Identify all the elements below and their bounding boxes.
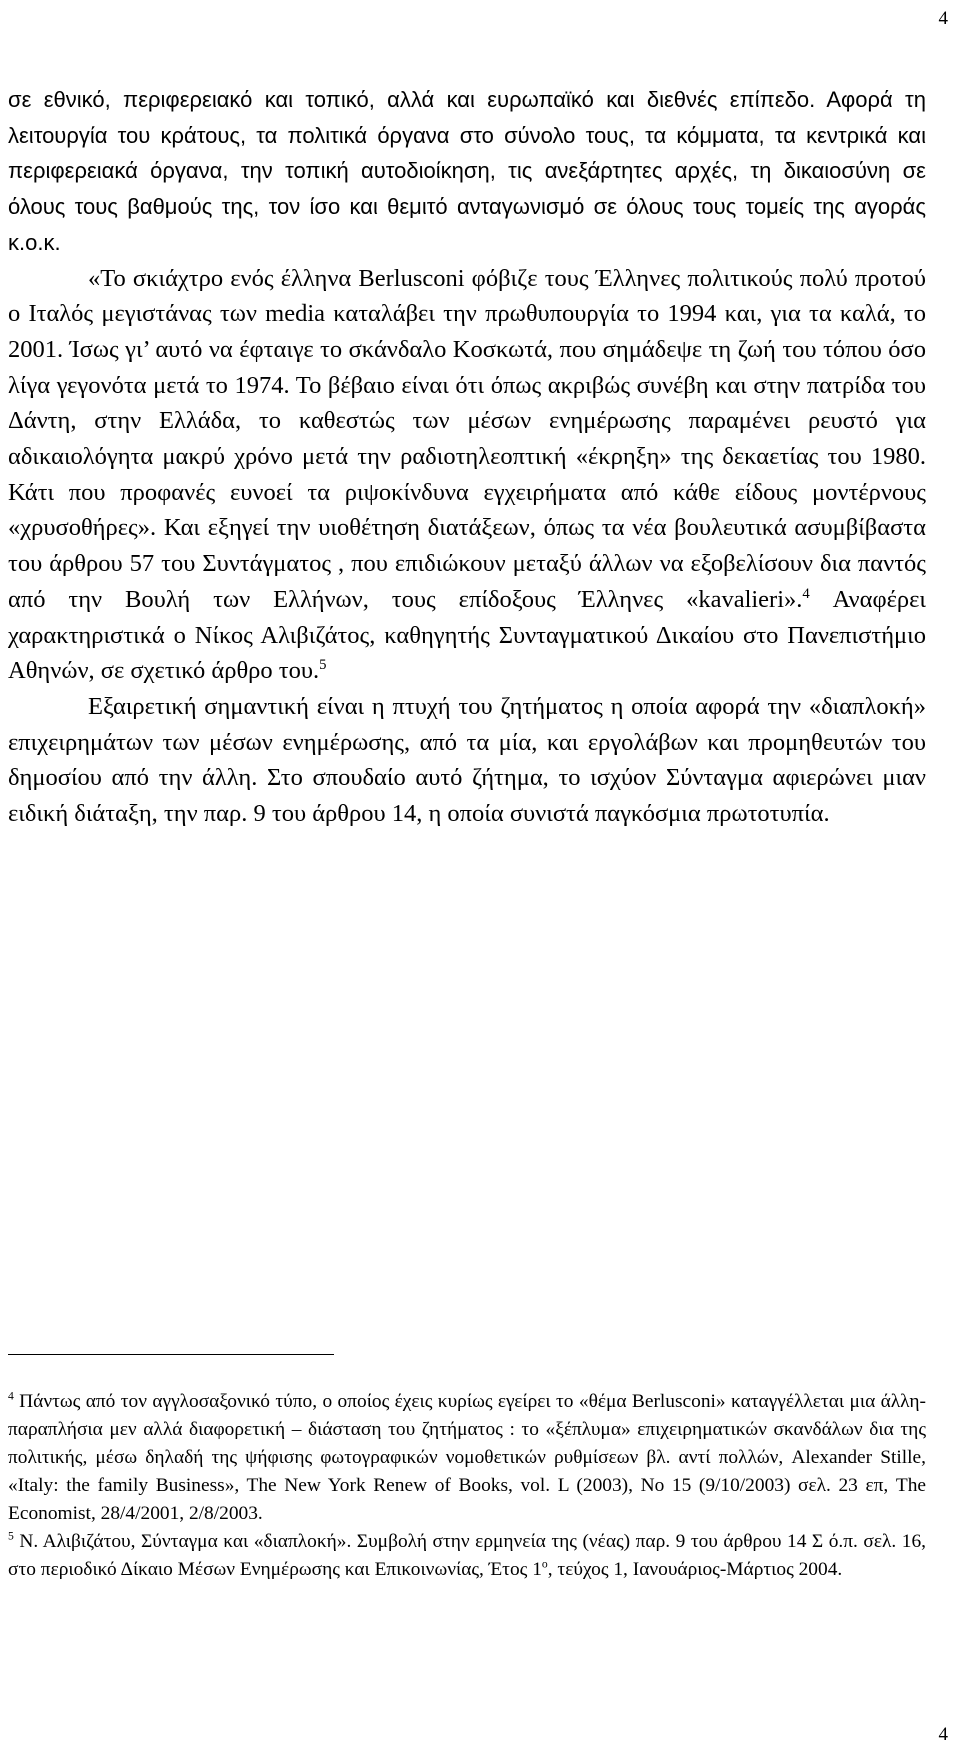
footnote-number: 5: [8, 1529, 14, 1543]
footnote-separator: [8, 1354, 334, 1355]
footnote-text-a: Ν. Αλιβιζάτου, Σύνταγμα και «διαπλοκή». Συμβολή στην ερμηνεία της (νέας) παρ. 9 του άρθρου 14 Σ ό.π. σελ. 16, στο περιοδικό Δίκαιο Μέσων Ενημέρωσης και Επικοινωνίας, Έτος 1: [8, 1531, 926, 1580]
footnote-text-b: , τεύχος 1, Ιανουάριος-Μάρτιος 2004.: [547, 1559, 843, 1580]
paragraph-3: Εξαιρετική σημαντική είναι η πτυχή του ζητήματος η οποία αφορά την «διαπλοκή» επιχειρημάτων των μέσων ενημέρωσης, από τα μία, και εργολάβων και προμηθευτών του δημοσίου από την άλλη. Στο σπουδαίο αυτό ζήτημα, το ισχύον Σύνταγμα αφιερώνει μιαν ειδική διάταξη, την παρ. 9 του άρθρου 14, η οποία συνιστά παγκόσμια πρωτοτυπία.: [8, 692, 926, 828]
footnote-5: [8, 1528, 926, 1584]
footnote-ref-5[interactable]: 5: [319, 657, 327, 674]
footnote-ref-4[interactable]: 4: [802, 585, 810, 602]
footnotes: [8, 1388, 926, 1584]
quote-text-b: Αναφέρει χαρακτηριστικά ο Νίκος Αλιβιζάτος, καθηγητής Συνταγματικού Δικαίου στο Πανεπιστήμιο Αθηνών, σε σχετικό άρθρο του.: [8, 585, 926, 685]
footnote-text: Πάντως από τον αγγλοσαξονικό τύπο, ο οποίος έχεις κυρίως εγείρει το «θέμα Berlusconi» καταγγέλλεται μια άλλη-παραπλήσια μεν αλλά διαφορετική – διάσταση του ζητήματος : το «ξέπλυμα» επιχειρηματικών σκανδάλων δια της πολιτικής, μέσω δηλαδή της ψήφισης φωτογραφικών νομοθετικών ρυθμίσεων βλ. αντί πολλών, Alexander Stille, «Italy: the family Business», The New York Renew of Books, vol. L (2003), No 15 (9/10/2003) σελ. 23 επ, The Economist, 28/4/2001, 2/8/2003.: [8, 1391, 926, 1524]
main-text: [8, 82, 926, 832]
footnote-number: 4: [8, 1389, 14, 1403]
ordinal-superscript: ο: [541, 1557, 548, 1571]
page-number-top: 4: [938, 8, 948, 29]
page-number-bottom: 4: [938, 1724, 948, 1745]
paragraph-1: σε εθνικό, περιφερειακό και τοπικό, αλλά και ευρωπαϊκό και διεθνές επίπεδο. Αφορά τη λειτουργία του κράτους, τα πολιτικά όργανα στο σύνολο τους, τα κόμματα, τα κεντρικά και περιφερειακά όργανα, την τοπική αυτοδιοίκηση, τις ανεξάρτητες αρχές, τη δικαιοσύνη σε όλους τους βαθμούς της, τον ίσο και θεμιτό ανταγωνισμό σε όλους τους τομείς της αγοράς κ.ο.κ.: [8, 87, 926, 255]
footnote-4: [8, 1388, 926, 1528]
paragraph-quote: [8, 261, 926, 689]
quote-text-a: «Το σκιάχτρο ενός έλληνα Berlusconi φόβιζε τους Έλληνες πολιτικούς πολύ προτού ο Ιταλός μεγιστάνας των media καταλάβει την πρωθυπουργία το 1994 και, για τα καλά, το 2001. Ίσως γι’ αυτό να έφταιγε το σκάνδαλο Κοσκωτά, που σημάδεψε τη ζωή του τόπου όσο λίγα γεγονότα μετά το 1974. Το βέβαιο είναι ότι όπως ακριβώς συνέβη και στην πατρίδα του Δάντη, στην Ελλάδα, το καθεστώς των μέσων ενημέρωσης παραμένει ρευστό για αδικαιολόγητα μακρύ χρόνο μετά την ραδιοτηλεοπτική «έκρηξη» της δεκαετίας του 1980. Κάτι που προφανές ευνοεί τα ριψοκίνδυνα εγχειρήματα από κάθε είδους μοντέρνους «χρυσοθήρες». Και εξηγεί την υιοθέτηση διατάξεων, όπως τα νέα βουλευτικά ασυμβίβαστα του άρθρου 57 του Συντάγματος , που επιδιώκουν μεταξύ άλλων να εξοβελίσουν δια παντός από την Βουλή των Ελλήνων, τους επίδοξους Έλληνες «kavalieri».: [8, 264, 926, 613]
